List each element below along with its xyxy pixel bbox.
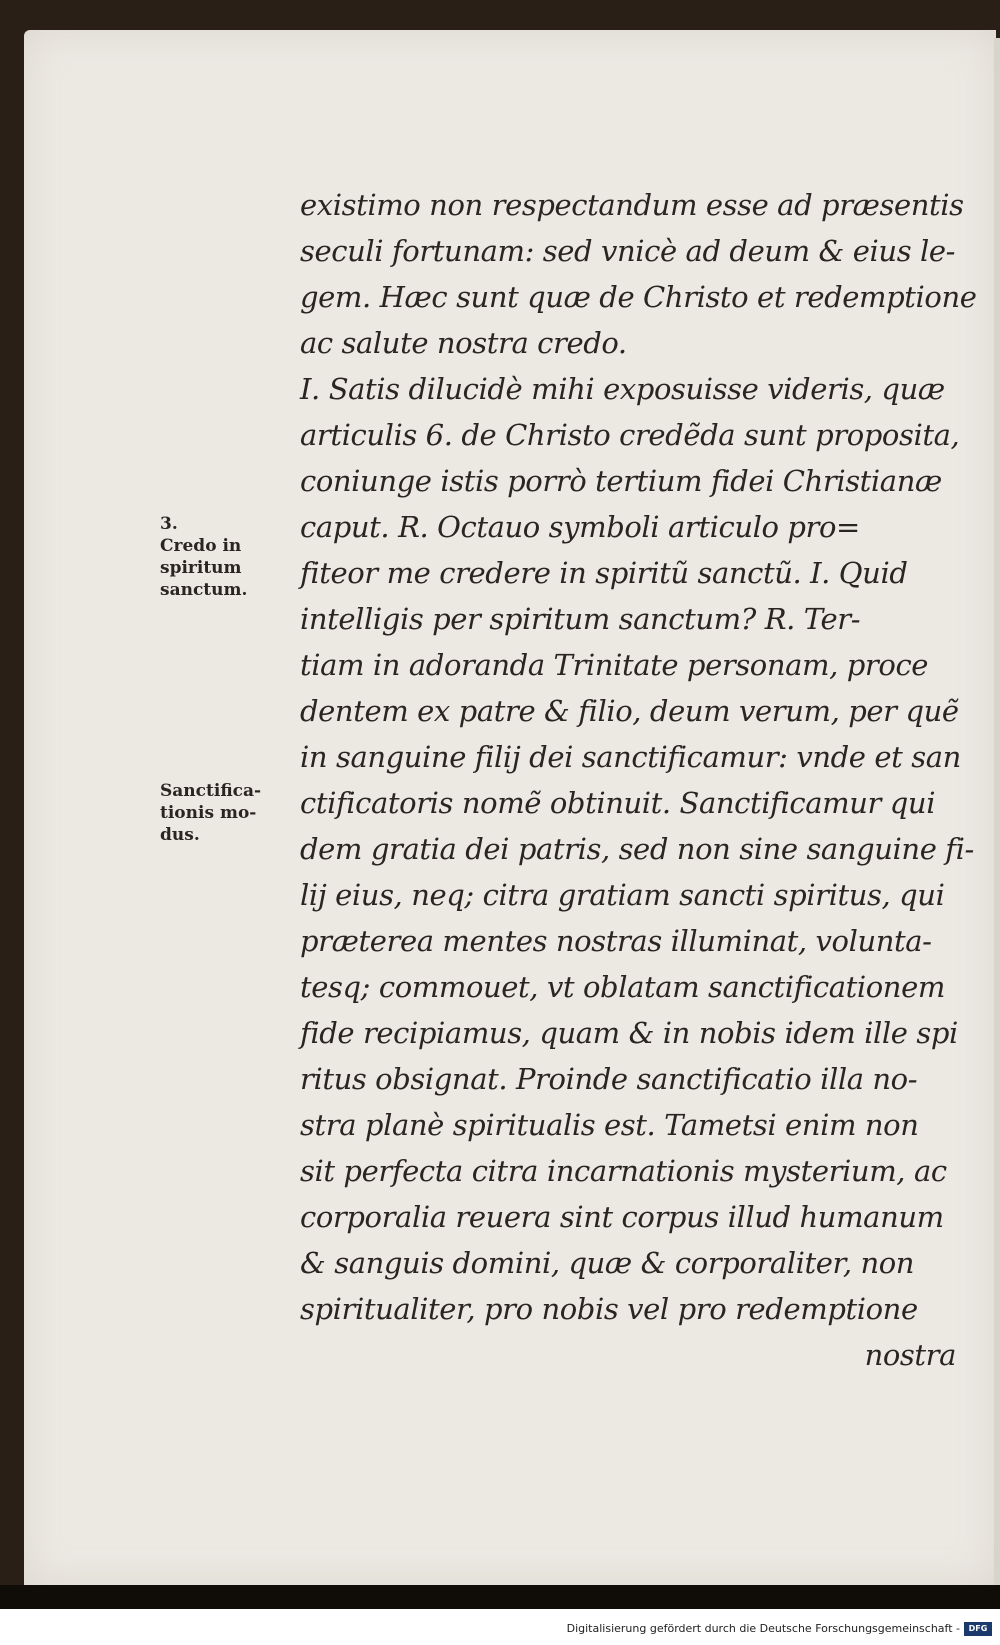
dfg-logo-icon: DFG: [964, 1622, 992, 1636]
text-line: & sanguis domini, quæ & corporaliter, non: [300, 1246, 915, 1280]
text-line: seculi fortunam: sed vnicè ad deum & eius le-: [300, 234, 956, 268]
footer-bar: [0, 1609, 1000, 1645]
marginal-note-credo: [160, 513, 280, 601]
body-text: [300, 182, 977, 1378]
text-line: dentem ex patre & filio, deum verum, per quẽ: [300, 694, 959, 728]
text-line: fide recipiamus, quam & in nobis idem ille spi: [300, 1016, 958, 1050]
marginal-note-line: dus.: [160, 825, 200, 845]
text-line: gem. Hæc sunt quæ de Christo et redemptione: [300, 280, 977, 314]
text-line: I. Satis dilucidè mihi exposuisse videris, quæ: [300, 372, 945, 406]
text-line: stra planè spiritualis est. Tametsi enim non: [300, 1108, 919, 1142]
text-line: dem gratia dei patris, sed non sine sanguine fi-: [300, 832, 974, 866]
page-edge: [994, 38, 1000, 1586]
footer-credit: Digitalisierung gefördert durch die Deutsche Forschungsgemeinschaft -: [566, 1622, 960, 1635]
marginal-note-line: tionis mo-: [160, 803, 257, 823]
text-line: ctificatoris nomẽ obtinuit. Sanctificamur qui: [300, 786, 936, 820]
text-line: sit perfecta citra incarnationis mysterium, ac: [300, 1154, 947, 1188]
text-line: existimo non respectandum esse ad præsentis: [300, 188, 964, 222]
marginal-note-line: Credo in: [160, 536, 242, 556]
text-line: præterea mentes nostras illuminat, volunta-: [300, 924, 932, 958]
text-line: in sanguine filij dei sanctificamur: vnde et san: [300, 740, 961, 774]
text-line: caput. R. Octauo symboli articulo pro=: [300, 510, 860, 544]
text-line: intelligis per spiritum sanctum? R. Ter-: [300, 602, 861, 636]
text-line: tesq; commouet, vt oblatam sanctificationem: [300, 970, 945, 1004]
text-line: corporalia reuera sint corpus illud humanum: [300, 1200, 944, 1234]
scan-border: [0, 1585, 1000, 1609]
text-line: ritus obsignat. Proinde sanctificatio illa no-: [300, 1062, 918, 1096]
text-line: spiritualiter, pro nobis vel pro redemptione: [300, 1292, 918, 1326]
catchword: nostra: [864, 1338, 956, 1372]
text-line: fiteor me credere in spiritũ sanctũ. I. Quid: [300, 556, 908, 590]
text-line: lij eius, neq; citra gratiam sancti spiritus, qui: [300, 878, 945, 912]
marginal-note-line: sanctum.: [160, 580, 248, 600]
text-line: tiam in adoranda Trinitate personam, proce: [300, 648, 929, 682]
marginal-note-line: Sanctifica-: [160, 781, 262, 801]
marginal-note-sanctification: [160, 780, 280, 846]
text-line: articulis 6. de Christo credẽda sunt proposita,: [300, 418, 960, 452]
text-line: coniunge istis porrò tertium fidei Christianæ: [300, 464, 942, 498]
text-line: ac salute nostra credo.: [300, 326, 627, 360]
marginal-note-line: spiritum: [160, 558, 242, 578]
marginal-note-line: 3.: [160, 514, 178, 534]
